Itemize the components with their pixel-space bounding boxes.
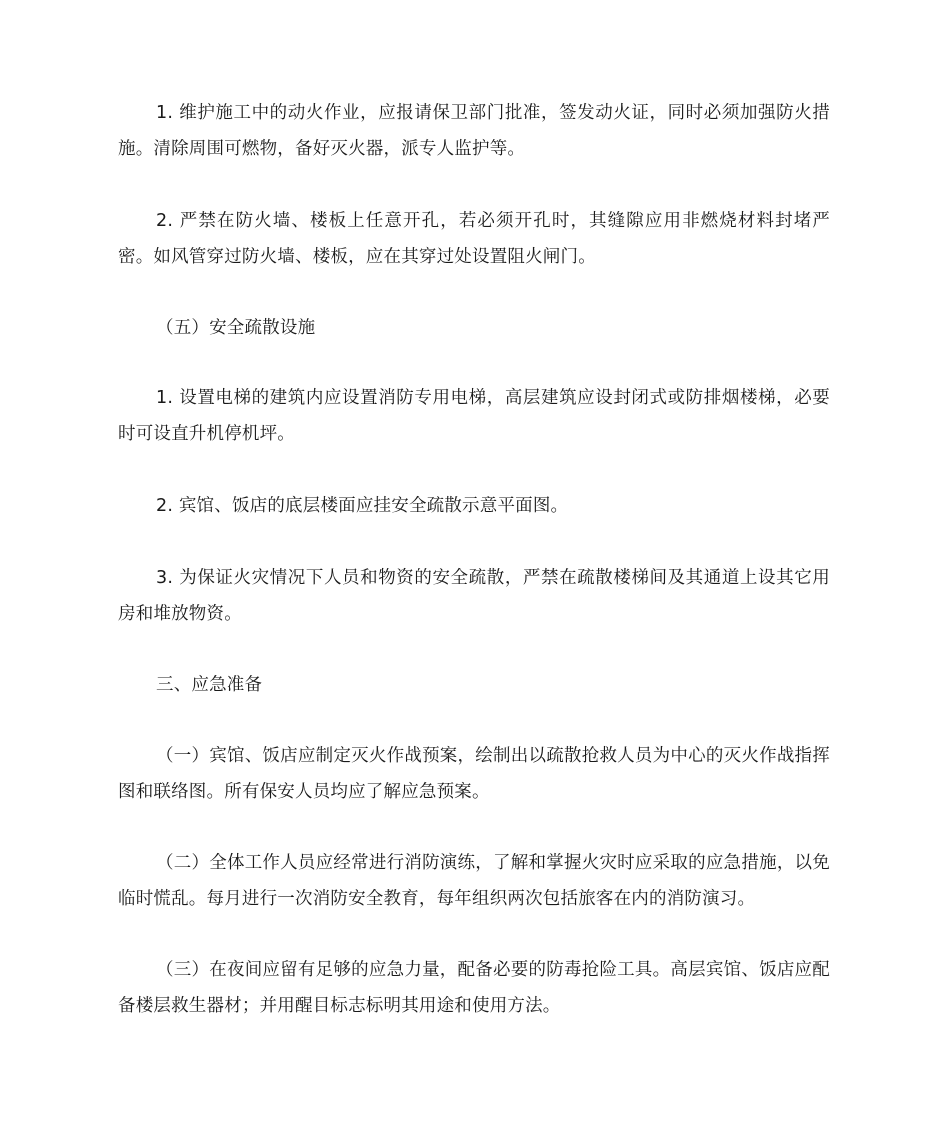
paragraph-stairwell-clearance: 3. 为保证火灾情况下人员和物资的安全疏散，严禁在疏散楼梯间及其通道上设其它用房和堆放物资。 [118,568,830,624]
paragraph-evacuation-map: 2. 宾馆、饭店的底层楼面应挂安全疏散示意平面图。 [156,496,569,516]
paragraph-firefighting-plan: （一）宾馆、饭店应制定灭火作战预案，绘制出以疏散抢救人员为中心的灭火作战指挥图和联络图。所有保安人员均应了解应急预案。 [118,746,830,802]
section-heading-emergency-preparation: 三、应急准备 [156,675,263,695]
paragraph-night-emergency-force: （三）在夜间应留有足够的应急力量，配备必要的防毒抢险工具。高层宾馆、饭店应配备楼层救生器材；并用醒目标志标明其用途和使用方法。 [118,960,830,1016]
section-heading-evacuation-facilities: （五）安全疏散设施 [156,318,316,338]
paragraph-fire-drills: （二）全体工作人员应经常进行消防演练，了解和掌握火灾时应采取的应急措施，以免临时慌乱。每月进行一次消防安全教育，每年组织两次包括旅客在内的消防演习。 [118,853,830,909]
paragraph-hot-work: 1. 维护施工中的动火作业，应报请保卫部门批准，签发动火证，同时必须加强防火措施。清除周围可燃物，备好灭火器，派专人监护等。 [118,103,830,159]
paragraph-fire-elevator: 1. 设置电梯的建筑内应设置消防专用电梯，高层建筑应设封闭式或防排烟楼梯，必要时可设直升机停机坪。 [118,388,830,444]
paragraph-firewall-openings: 2. 严禁在防火墙、楼板上任意开孔，若必须开孔时，其缝隙应用非燃烧材料封堵严密。如风管穿过防火墙、楼板，应在其穿过处设置阻火闸门。 [118,211,830,267]
